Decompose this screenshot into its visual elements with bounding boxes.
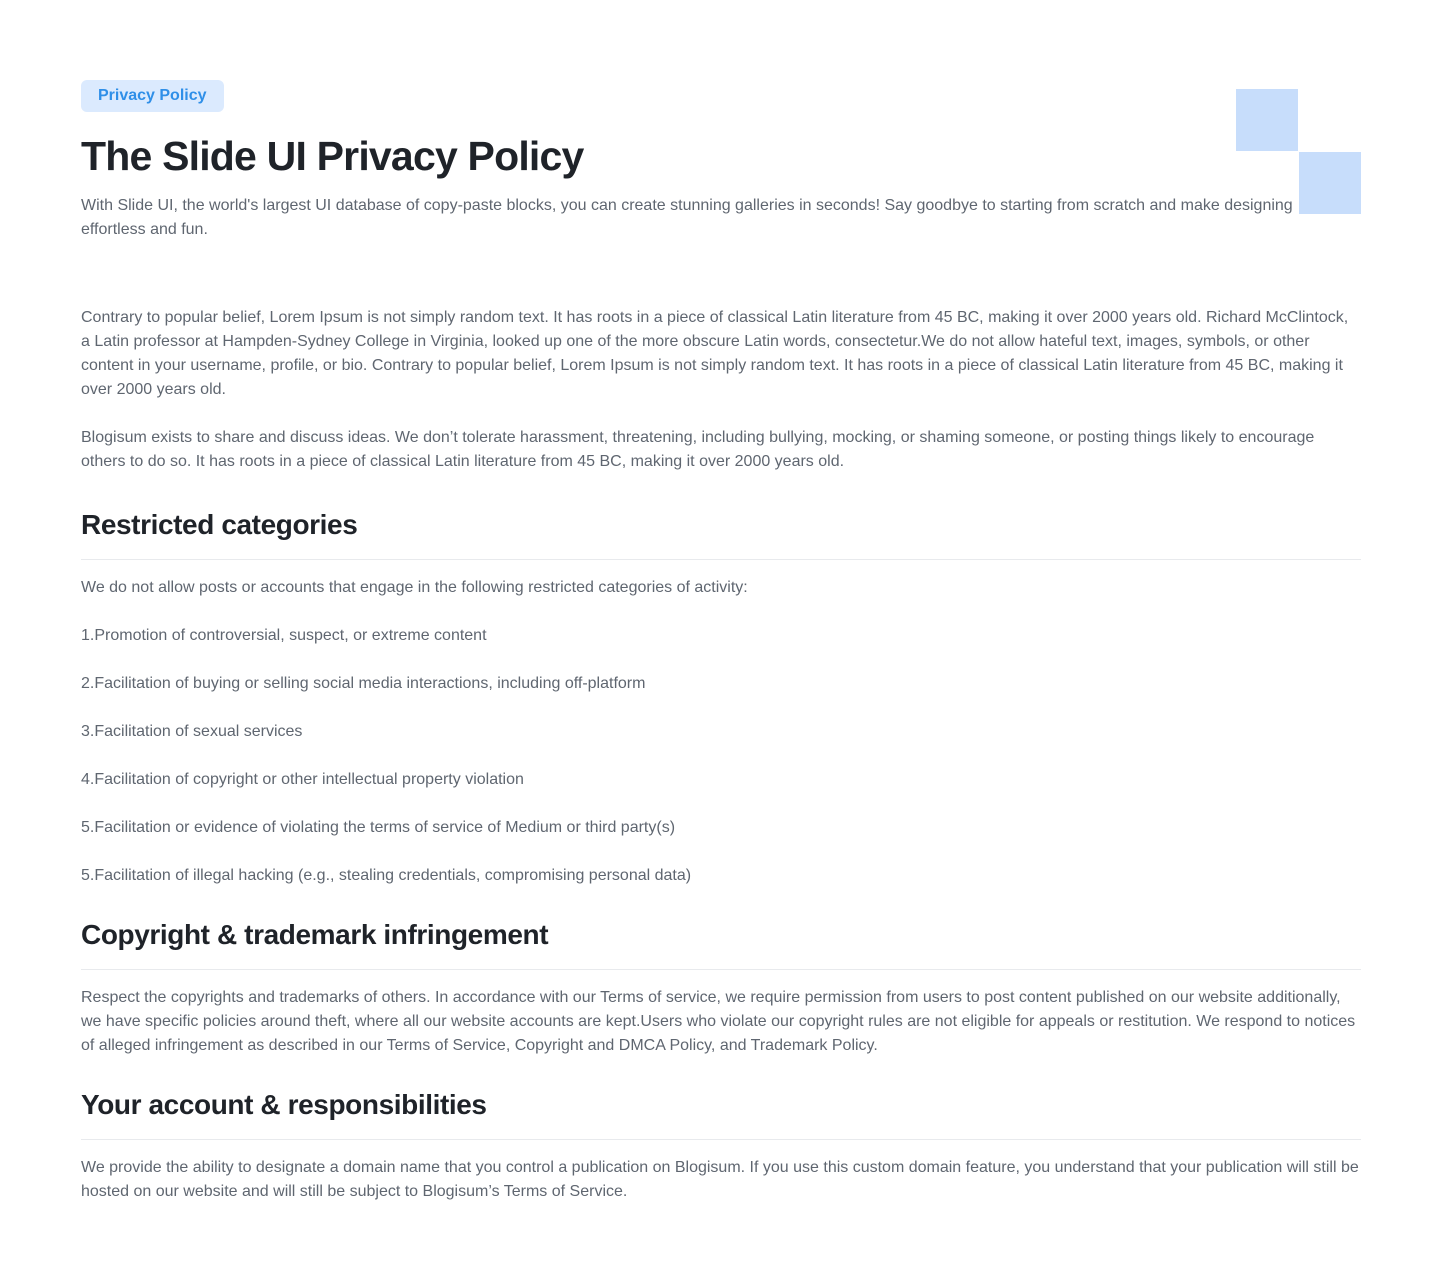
category-badge: Privacy Policy <box>81 80 224 112</box>
restricted-categories-intro: We do not allow posts or accounts that engage in the following restricted categories of activity: <box>81 579 748 596</box>
section-divider <box>81 1139 1361 1140</box>
intro-paragraph-1: Contrary to popular belief, Lorem Ipsum is not simply random text. It has roots in a piece of classical Latin literature from 45 BC, making it over 2000 years old. Richard McClintock, a Latin professor at Hampden-Sydney College in Virginia, looked up one of the more obscure Latin words, consectetur.We do not allow hateful text, images, symbols, or other content in your username, profile, or bio. Contrary to popular belief, Lorem Ipsum is not simply random text. It has roots in a piece of classical Latin literature from 45 BC, making it over 2000 years old. <box>81 309 1349 398</box>
list-item: 4.Facilitation of copyright or other intellectual property violation <box>81 771 524 788</box>
copyright-section <box>81 918 1361 1058</box>
account-section <box>81 1088 1361 1204</box>
account-heading: Your account & responsibilities <box>81 1089 487 1120</box>
intro-paragraph-2: Blogisum exists to share and discuss ideas. We don’t tolerate harassment, threatening, including bullying, mocking, or shaming someone, or posting things likely to encourage others to do so. It has roots in a piece of classical Latin literature from 45 BC, making it over 2000 years old. <box>81 429 1315 470</box>
list-item: 5.Facilitation or evidence of violating the terms of service of Medium or third party(s) <box>81 819 676 836</box>
restricted-categories-list <box>81 624 1361 888</box>
restricted-categories-heading: Restricted categories <box>81 509 358 540</box>
account-text: We provide the ability to designate a domain name that you control a publication on Blogisum. If you use this custom domain feature, you understand that your publication will still be hosted on our website and will still be subject to Blogisum’s Terms of Service. <box>81 1159 1359 1200</box>
section-divider <box>81 969 1361 970</box>
page-title: The Slide UI Privacy Policy <box>81 133 584 179</box>
section-divider <box>81 559 1361 560</box>
list-item: 3.Facilitation of sexual services <box>81 723 303 740</box>
privacy-policy-content <box>81 80 1361 1204</box>
restricted-categories-section <box>81 508 1361 888</box>
list-item: 2.Facilitation of buying or selling social media interactions, including off-platform <box>81 675 646 692</box>
copyright-text: Respect the copyrights and trademarks of others. In accordance with our Terms of service, we require permission from users to post content published on our website additionally, we have specific policies around theft, where all our website accounts are kept.Users who violate our copyright rules are not eligible for appeals or restitution. We respond to notices of alleged infringement as described in our Terms of Service, Copyright and DMCA Policy, and Trademark Policy. <box>81 989 1356 1054</box>
copyright-heading: Copyright & trademark infringement <box>81 919 549 950</box>
page-subtitle: With Slide UI, the world's largest UI database of copy-paste blocks, you can create stunning galleries in seconds! Say goodbye to starting from scratch and make designing effortless and fun. <box>81 197 1293 238</box>
list-item: 5.Facilitation of illegal hacking (e.g., stealing credentials, compromising personal data) <box>81 867 692 884</box>
list-item: 1.Promotion of controversial, suspect, or extreme content <box>81 627 487 644</box>
